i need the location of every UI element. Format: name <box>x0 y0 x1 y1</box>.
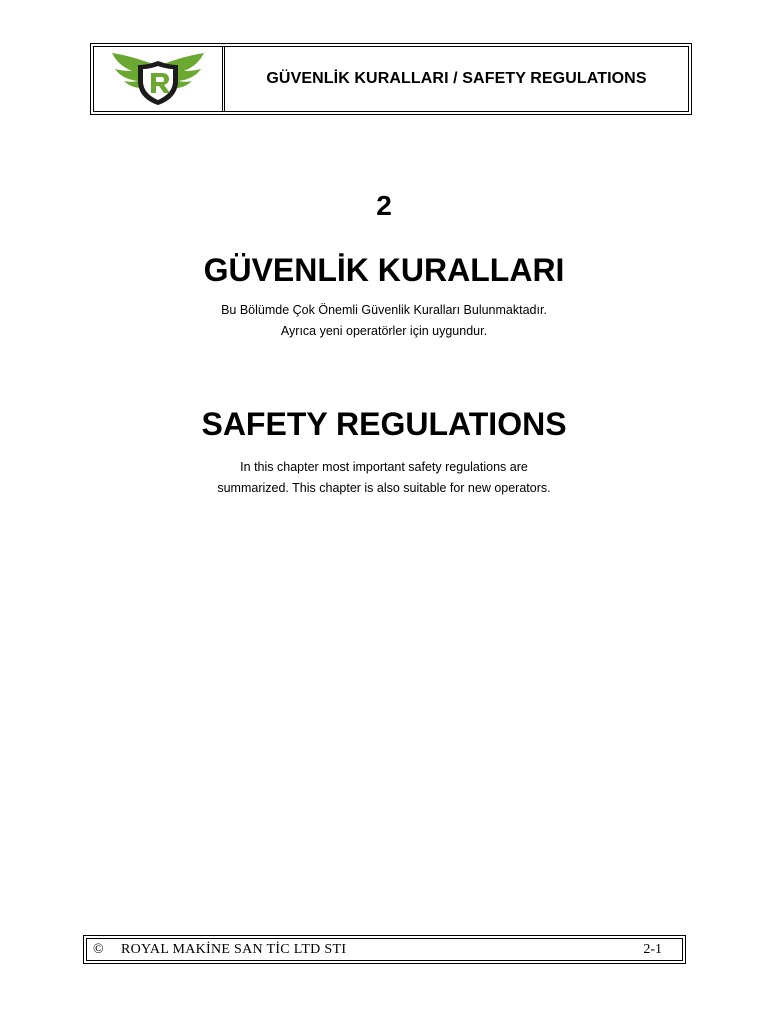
chapter-title-en: SAFETY REGULATIONS <box>201 406 567 442</box>
company-name: ROYAL MAKİNE SAN TİC LTD STI <box>121 941 347 957</box>
intro-tr-line-1: Bu Bölümde Çok Önemli Güvenlik Kuralları Bulunmaktadır. <box>221 303 547 317</box>
chapter-number: 2 <box>376 190 392 221</box>
intro-en-line-2: summarized. This chapter is also suitable for new operators. <box>217 481 551 495</box>
page-footer-inner <box>86 938 683 961</box>
page-number: 2-1 <box>643 941 662 957</box>
header-title: GÜVENLİK KURALLARI / SAFETY REGULATIONS <box>266 70 647 87</box>
copyright-symbol: © <box>93 941 104 957</box>
intro-en-line-1: In this chapter most important safety regulations are <box>240 460 528 474</box>
logo-cell <box>94 47 225 111</box>
page-header <box>90 43 692 115</box>
winged-shield-logo <box>110 51 206 107</box>
intro-tr-line-2: Ayrıca yeni operatörler için uygundur. <box>280 324 488 338</box>
chapter-intro-en <box>0 457 768 499</box>
chapter-title-tr: GÜVENLİK KURALLARI <box>203 252 565 288</box>
chapter-intro-tr <box>0 300 768 342</box>
page-header-inner <box>93 46 689 112</box>
page-footer <box>83 935 686 964</box>
